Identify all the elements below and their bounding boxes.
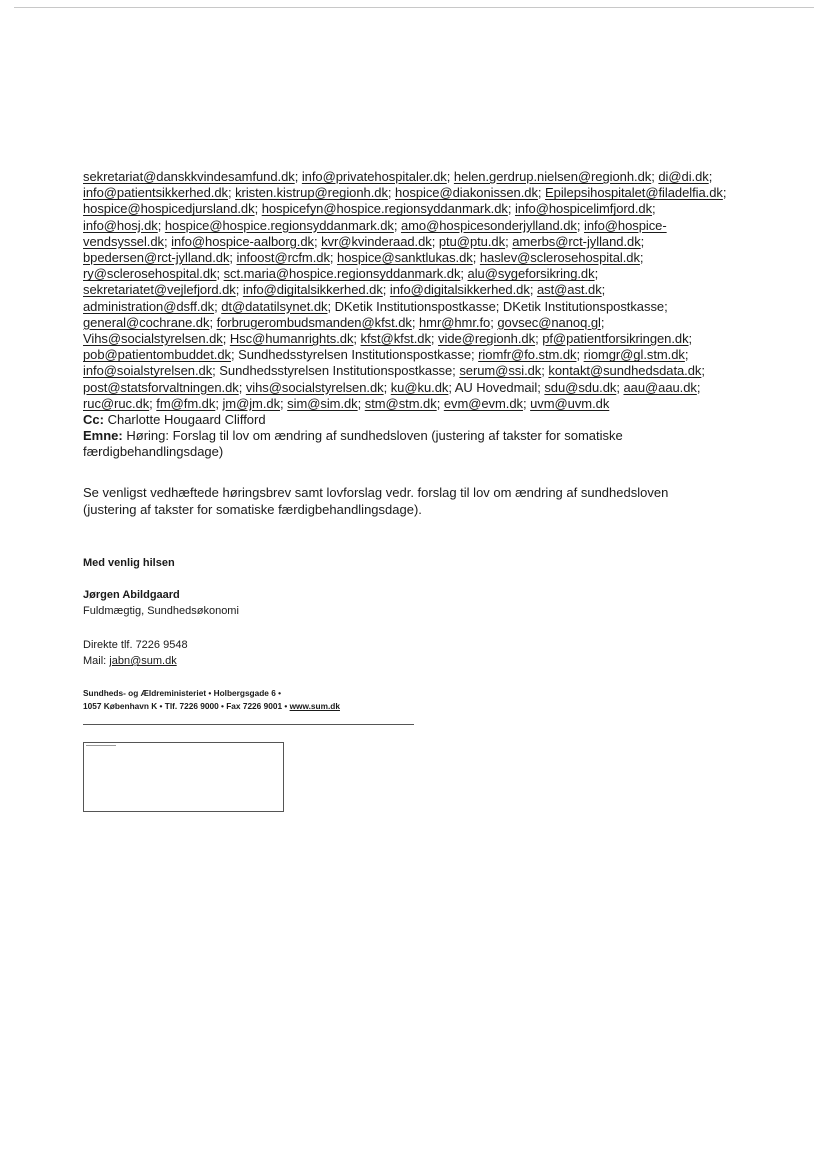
sender-title: Fuldmægtig, Sundhedsøkonomi [83, 605, 239, 617]
email-address-link[interactable]: haslev@sclerosehospital.dk [479, 250, 640, 266]
email-address-link[interactable]: uvm@uvm.dk [530, 395, 610, 411]
email-address-link[interactable]: info@soialstyrelsen.dk [83, 363, 213, 379]
separator-text: ; [280, 395, 288, 411]
separator-text: ; [382, 282, 390, 298]
email-address-link[interactable]: Hsc@humanrights.dk [229, 331, 354, 347]
separator-text: ; [357, 395, 365, 411]
email-address-link[interactable]: sim@sim.dk [287, 395, 358, 411]
separator-text: ; [507, 201, 515, 217]
separator-text: ; [601, 282, 606, 298]
sender-mail-line [83, 653, 188, 669]
email-header [83, 169, 755, 461]
separator-text: ; [436, 395, 444, 411]
sender-block [83, 587, 239, 619]
email-address-link[interactable]: evm@evm.dk [443, 395, 523, 411]
separator-text: ; [387, 185, 396, 201]
email-address-link[interactable]: info@hospice-aalborg.dk [171, 233, 314, 249]
separator-text: ; [254, 201, 262, 217]
separator-text: ; [209, 314, 217, 330]
separator-text: ; [576, 217, 584, 233]
separator-text: ; [537, 185, 546, 201]
recipient-line [83, 347, 755, 363]
cc-value: Charlotte Hougaard Clifford [107, 412, 266, 428]
email-address-link[interactable]: kfst@kfst.dk [360, 331, 431, 347]
email-address-link[interactable]: amerbs@rct-jylland.dk [512, 233, 641, 249]
email-address-link[interactable]: vihs@socialstyrelsen.dk [245, 379, 384, 395]
stamp-box [83, 742, 284, 812]
separator-text: ; [541, 363, 549, 379]
separator-text: ; [460, 266, 468, 282]
sender-mail-link[interactable]: jabn@sum.dk [109, 655, 177, 667]
email-address-link[interactable]: helen.gerdrup.nielsen@regionh.dk [453, 169, 652, 184]
email-address-link[interactable]: infoost@rcfm.dk [236, 250, 330, 266]
email-address-link[interactable]: ruc@ruc.dk [83, 395, 150, 411]
separator-text: ; [472, 250, 480, 266]
separator-text: ; [431, 233, 439, 249]
separator-text: ; [411, 314, 419, 330]
email-address-link[interactable]: sct.maria@hospice.regionsyddanmark.dk [223, 266, 461, 282]
separator-text: ; [600, 314, 605, 330]
recipient-line [83, 396, 755, 412]
email-address-link[interactable]: info@patientsikkerhed.dk [83, 185, 228, 201]
separator-text: ; [639, 250, 644, 266]
separator-text: ; Sundhedsstyrelsen Institutionspostkasse; [212, 363, 460, 379]
separator-text: ; [696, 379, 701, 395]
email-address-link[interactable]: sekretariat@danskkvindesamfund.dk [83, 169, 295, 184]
email-address-link[interactable]: dt@datatilsynet.dk [221, 298, 328, 314]
separator-text: ; [522, 395, 531, 411]
separator-text: ; [651, 169, 659, 184]
recipient-line [83, 169, 755, 185]
footer-website-link[interactable]: www.sum.dk [289, 701, 340, 711]
email-address-link[interactable]: alu@sygeforsikring.dk [467, 266, 595, 282]
separator-text: ; [446, 169, 454, 184]
email-address-link[interactable]: kristen.kistrup@regionh.dk [235, 185, 388, 201]
separator-text: ; [222, 331, 230, 347]
subject-field [83, 428, 755, 460]
recipient-line [83, 266, 755, 282]
email-address-link[interactable]: post@statsforvaltningen.dk [83, 379, 239, 395]
separator-text: ; [652, 201, 656, 217]
email-address-link[interactable]: hospice@diakonissen.dk [395, 185, 538, 201]
email-address-link[interactable]: hospice@hospice.regionsyddanmark.dk [164, 217, 394, 233]
subject-value: Høring: Forslag til lov om ændring af sundhedsloven (justering af takster for somatiske færdigbehandlingsdage) [83, 428, 623, 460]
email-address-link[interactable]: ast@ast.dk [536, 282, 602, 298]
email-address-link[interactable]: Epilepsihospitalet@filadelfia.dk [545, 185, 723, 201]
email-address-link[interactable]: info@hosj.dk [83, 217, 158, 233]
email-address-link[interactable]: ptu@ptu.dk [438, 233, 506, 249]
recipient-line [83, 282, 755, 298]
email-address-link[interactable]: riomfr@fo.stm.dk [478, 347, 577, 363]
separator-text: ; [238, 379, 246, 395]
separator-text: ; AU Hovedmail; [448, 379, 545, 395]
email-address-link[interactable]: info@digitalsikkerhed.dk [389, 282, 530, 298]
cc-field [83, 412, 755, 428]
email-address-link[interactable]: pob@patientombuddet.dk [83, 347, 231, 363]
footer-address-line: Sundheds- og Ældreministeriet • Holbergsgade 6 • [83, 688, 282, 698]
separator-text: ; [214, 298, 222, 314]
separator-text: ; [329, 250, 338, 266]
email-address-link[interactable]: forbrugerombudsmanden@kfst.dk [216, 314, 412, 330]
email-address-link[interactable]: hmr@hmr.fo [418, 314, 491, 330]
email-address-link[interactable]: bpedersen@rct-jylland.dk [83, 250, 230, 266]
email-address-link[interactable]: sdu@sdu.dk [544, 379, 617, 395]
email-address-link[interactable]: di@di.dk [658, 169, 709, 184]
email-address-link[interactable]: aau@aau.dk [623, 379, 697, 395]
recipient-line [83, 363, 755, 379]
separator-text: ; [393, 217, 401, 233]
separator-text: ; [708, 169, 713, 184]
email-address-link[interactable]: info@privatehospitaler.dk [301, 169, 447, 184]
email-address-link[interactable]: jm@jm.dk [222, 395, 281, 411]
email-address-link[interactable]: hospice@sanktlukas.dk [337, 250, 473, 266]
recipient-list [83, 169, 755, 412]
recipient-line [83, 218, 755, 234]
separator-text: ; [576, 347, 584, 363]
footer-divider [83, 724, 414, 725]
separator-text: ; [616, 379, 624, 395]
email-address-link[interactable]: info@digitalsikkerhed.dk [242, 282, 383, 298]
email-address-link[interactable]: kvr@kvinderaad.dk [321, 233, 432, 249]
separator-text: ; [535, 331, 543, 347]
email-address-link[interactable]: pf@patientforsikringen.dk [542, 331, 689, 347]
separator-text: ; DKetik Institutionspostkasse; DKetik Institutionspostkasse; [327, 298, 668, 314]
email-address-link[interactable]: general@cochrane.dk [83, 314, 210, 330]
email-address-link[interactable]: hospicefyn@hospice.regionsyddanmark.dk [261, 201, 508, 217]
recipient-line [83, 299, 755, 315]
sender-phone: Direkte tlf. 7226 9548 [83, 639, 188, 651]
separator-text: ; [294, 169, 302, 184]
email-address-link[interactable]: serum@ssi.dk [459, 363, 542, 379]
separator-text: ; [314, 233, 322, 249]
separator-text: ; [216, 266, 224, 282]
email-address-link[interactable]: amo@hospicesonderjylland.dk [400, 217, 577, 233]
email-address-link[interactable]: fm@fm.dk [156, 395, 216, 411]
recipient-line [83, 234, 755, 250]
separator-text: ; [684, 347, 689, 363]
email-address-link[interactable]: ry@sclerosehospital.dk [83, 266, 217, 282]
separator-text: ; [640, 233, 645, 249]
separator-text: ; [594, 266, 599, 282]
top-divider [14, 7, 814, 8]
email-address-link[interactable]: sekretariatet@vejlefjord.dk [83, 282, 236, 298]
separator-text: ; [383, 379, 391, 395]
separator-text: ; [701, 363, 705, 379]
email-address-link[interactable]: ku@ku.dk [390, 379, 449, 395]
ministry-footer [83, 687, 340, 713]
separator-text: ; [490, 314, 498, 330]
recipient-line [83, 250, 755, 266]
recipient-line [83, 315, 755, 331]
separator-text: ; Sundhedsstyrelsen Institutionspostkasse; [230, 347, 479, 363]
closing: Med venlig hilsen [83, 557, 175, 569]
email-address-link[interactable]: info@hospice- [583, 217, 667, 233]
contact-block [83, 637, 188, 669]
email-address-link[interactable]: govsec@nanoq.gl [497, 314, 601, 330]
separator-text: ; [227, 185, 236, 201]
separator-text: ; [235, 282, 243, 298]
email-address-link[interactable]: administration@dsff.dk [83, 298, 215, 314]
recipient-line [83, 185, 755, 201]
cc-label: Cc: [83, 412, 104, 428]
separator-text: ; [229, 250, 237, 266]
separator-text: ; [353, 331, 361, 347]
separator-text: ; [722, 185, 727, 201]
separator-text: ; [215, 395, 223, 411]
footer-contact-line [83, 700, 340, 713]
separator-text: ; [505, 233, 513, 249]
separator-text: ; [149, 395, 157, 411]
recipient-line [83, 201, 755, 217]
footer-contact-text: 1057 København K • Tlf. 7226 9000 • Fax 7226 9001 • [83, 701, 290, 711]
message-body: Se venligst vedhæftede høringsbrev samt lovforslag vedr. forslag til lov om ændring af sundhedsloven (justering af takster for somatiske færdigbehandlingsdage). [83, 485, 669, 517]
email-address-link[interactable]: kontakt@sundhedsdata.dk [548, 363, 702, 379]
recipient-line [83, 380, 755, 396]
email-address-link[interactable]: vide@regionh.dk [438, 331, 536, 347]
mail-label: Mail: [83, 655, 110, 667]
separator-text: ; [529, 282, 537, 298]
email-address-link[interactable]: riomgr@gl.stm.dk [583, 347, 685, 363]
email-address-link[interactable]: stm@stm.dk [364, 395, 437, 411]
email-address-link[interactable]: hospice@hospicedjursland.dk [83, 201, 255, 217]
separator-text: ; [157, 217, 165, 233]
separator-text: ; [164, 233, 172, 249]
sender-name: Jørgen Abildgaard [83, 589, 180, 601]
separator-text: ; [430, 331, 439, 347]
email-address-link[interactable]: vendsyssel.dk [83, 233, 165, 249]
separator-text: ; [688, 331, 693, 347]
subject-label: Emne: [83, 428, 123, 444]
email-address-link[interactable]: Vihs@socialstyrelsen.dk [83, 331, 223, 347]
email-address-link[interactable]: info@hospicelimfjord.dk [514, 201, 653, 217]
stamp-box-mark [86, 745, 116, 746]
recipient-line [83, 331, 755, 347]
